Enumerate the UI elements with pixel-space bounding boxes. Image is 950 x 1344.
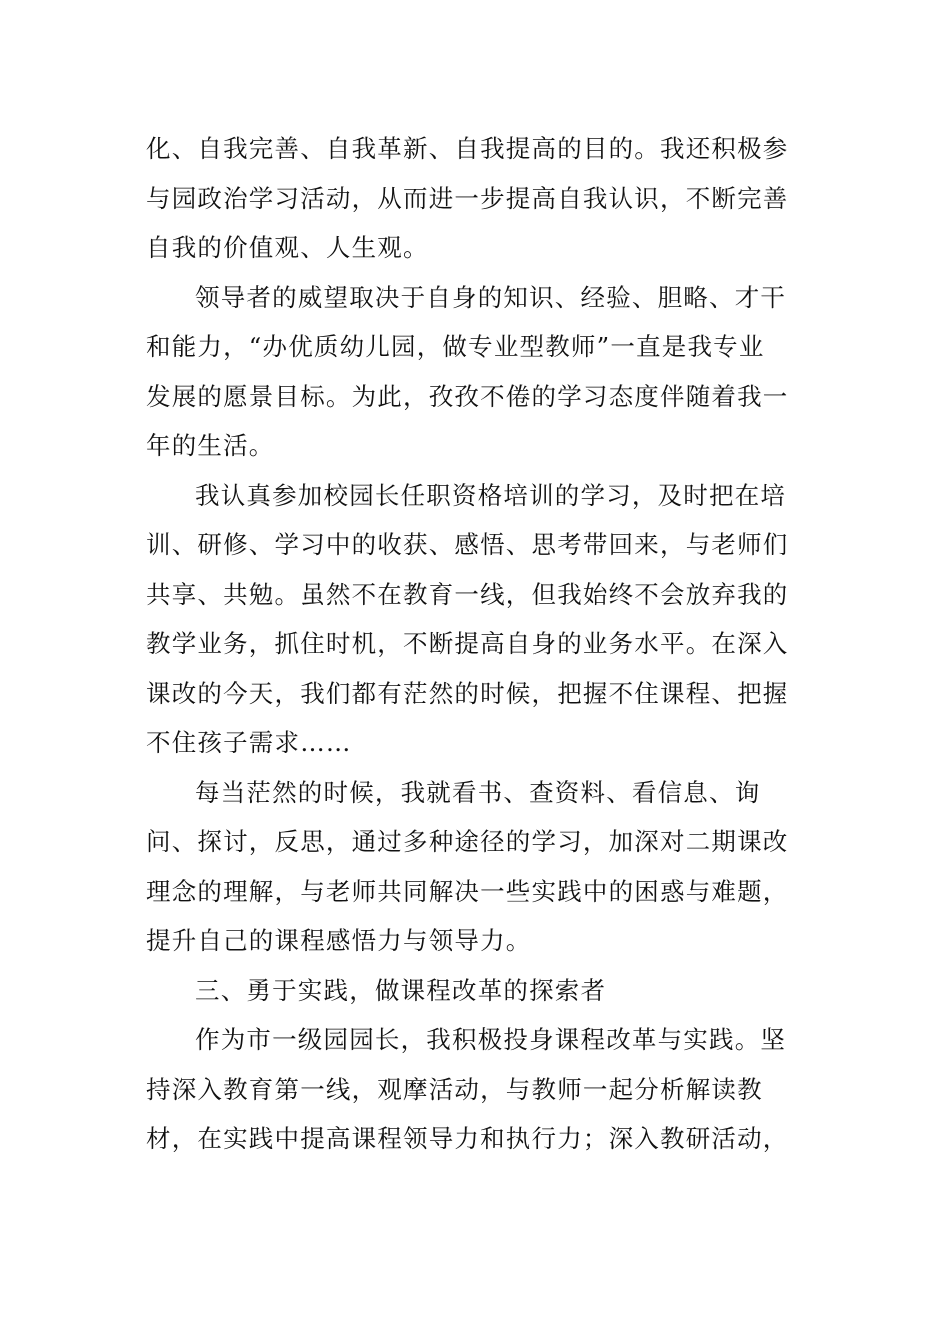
text-line: 不住孩子需求…… [146,728,352,757]
text-line: 领导者的威望取决于自身的知识、经验、胆略、才干 [195,282,787,312]
text-line: 理念的理解，与老师共同解决一些实践中的困惑与难题， [146,876,789,906]
text-line: 课改的今天，我们都有茫然的时候，把握不住课程、把握 [146,678,789,708]
text-line: 自我的价值观、人生观。 [146,233,429,262]
text-line: 训、研修、学习中的收获、感悟、思考带回来，与老师们 [146,530,789,559]
text-line: 发展的愿景目标。为此，孜孜不倦的学习态度伴随着我一 [146,381,789,411]
text-line: 材，在实践中提高课程领导力和执行力；深入教研活动， [146,1124,789,1153]
text-line: 共享、共勉。虽然不在教育一线，但我始终不会放弃我的 [146,579,789,609]
text-line: 化、自我完善、自我革新、自我提高的目的。我还积极参 [146,134,789,163]
text-line: 问、探讨，反思，通过多种途径的学习，加深对二期课改 [146,827,789,856]
document-body [146,124,792,1164]
text-line: 作为市一级园园长，我积极投身课程改革与实践。坚 [195,1025,787,1054]
text-line: 提升自己的课程感悟力与领导力。 [146,926,532,955]
text-line: 教学业务，抓住时机，不断提高自身的业务水平。在深入 [146,629,789,658]
text-line: 年的生活。 [146,431,275,460]
text-line: 三、勇于实践，做课程改革的探索者 [195,975,607,1005]
text-line: 每当茫然的时候，我就看书、查资料、看信息、询 [195,777,761,807]
text-line: 与园政治学习活动，从而进一步提高自我认识，不断完善 [146,183,789,213]
text-line: 我认真参加校园长任职资格培训的学习，及时把在培 [195,480,787,510]
text-line: 持深入教育第一线，观摩活动，与教师一起分析解读教 [146,1074,763,1104]
text-line: 和能力，“办优质幼儿园，做专业型教师”一直是我专业 [146,332,765,361]
